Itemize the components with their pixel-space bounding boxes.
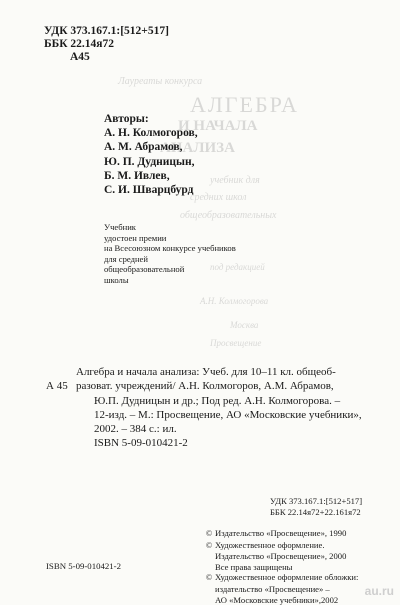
biblio-line: 2002. – 384 с.: ил. bbox=[94, 423, 177, 436]
show-through-text: Лауреаты конкурса bbox=[118, 76, 203, 87]
award-line: общеобразовательной bbox=[104, 264, 185, 274]
copyright-symbol: © bbox=[206, 529, 213, 538]
author-name: А. Н. Колмогоров, bbox=[104, 127, 198, 140]
award-line: школы bbox=[104, 274, 129, 285]
header-udk: УДК 373.167.1:[512+517] bbox=[44, 25, 169, 37]
copyright-line: АО «Московские учебники»,2002 bbox=[215, 594, 339, 605]
copyright-line: © Художественное оформление. bbox=[206, 539, 325, 550]
award-note bbox=[104, 222, 236, 285]
biblio-block bbox=[72, 365, 362, 451]
header-block bbox=[44, 25, 169, 64]
show-through-text: И НАЧАЛА bbox=[178, 118, 258, 134]
show-through-text: АЛГЕБРА bbox=[190, 92, 299, 117]
show-through-text: общеобразовательных bbox=[180, 210, 277, 221]
award-line: удостоен премии bbox=[104, 232, 167, 243]
show-through-text: Просвещение bbox=[210, 338, 262, 348]
biblio-line: 12-изд. – М.: Просвещение, АО «Московские учебники», bbox=[94, 408, 362, 421]
biblio-code: А 45 bbox=[46, 380, 68, 392]
biblio-line: Ю.П. Дудницын и др.; Под ред. А.Н. Колмогорова. – bbox=[94, 394, 341, 407]
author-name: Ю. П. Дудницын, bbox=[104, 155, 195, 168]
author-name: Б. М. Ивлев, bbox=[104, 169, 170, 182]
header-bbk: ББК 22.14я72 bbox=[44, 38, 115, 50]
award-line: Учебник bbox=[104, 222, 136, 232]
copyright-symbol: © bbox=[206, 540, 213, 550]
copyright-line: © Художественное оформление обложки: bbox=[206, 572, 359, 583]
copyright-line: Издательство «Просвещение», 2000 bbox=[215, 551, 347, 562]
show-through-text: учебник для bbox=[210, 175, 260, 186]
classification-block bbox=[270, 496, 362, 518]
copyright-line: Все права защищены bbox=[215, 561, 293, 572]
author-name: А. М. Абрамов, bbox=[104, 141, 183, 154]
header-code: А45 bbox=[70, 51, 90, 63]
show-through-text: А.Н. Колмогорова bbox=[200, 296, 269, 306]
classification-udk: УДК 373.167.1:[512+517] bbox=[270, 496, 363, 506]
isbn-bottom: ISBN 5-09-010421-2 bbox=[46, 561, 122, 571]
biblio-isbn: ISBN 5-09-010421-2 bbox=[94, 437, 188, 450]
show-through-text: средних школ bbox=[190, 192, 247, 203]
show-through-text: под редакцией bbox=[210, 262, 265, 272]
copyright-symbol: © bbox=[206, 573, 213, 583]
site-watermark: au.ru bbox=[364, 584, 394, 598]
award-line: на Всесоюзном конкурсе учебников bbox=[104, 243, 236, 253]
copyright-line: издательство «Просвещение» – bbox=[215, 583, 330, 594]
author-name: С. И. Шварцбурд bbox=[104, 184, 194, 197]
authors-block bbox=[104, 112, 198, 197]
authors-heading: Авторы: bbox=[104, 113, 149, 125]
biblio-line: Алгебра и начала анализа: Учеб. для 10–11 кл. общеоб- bbox=[76, 366, 336, 378]
biblio-line: разоват. учреждений/ А.Н. Колмогоров, А.М. Абрамов, bbox=[76, 380, 334, 393]
show-through-text: АНАЛИЗА bbox=[160, 140, 235, 156]
copyright-block bbox=[206, 528, 358, 605]
award-line: для средней bbox=[104, 253, 148, 264]
copyright-line: © Издательство «Просвещение», 1990 bbox=[206, 528, 347, 538]
classification-bbk: ББК 22.14я72+22.161я72 bbox=[270, 507, 361, 517]
show-through-text: Москва bbox=[230, 320, 259, 330]
